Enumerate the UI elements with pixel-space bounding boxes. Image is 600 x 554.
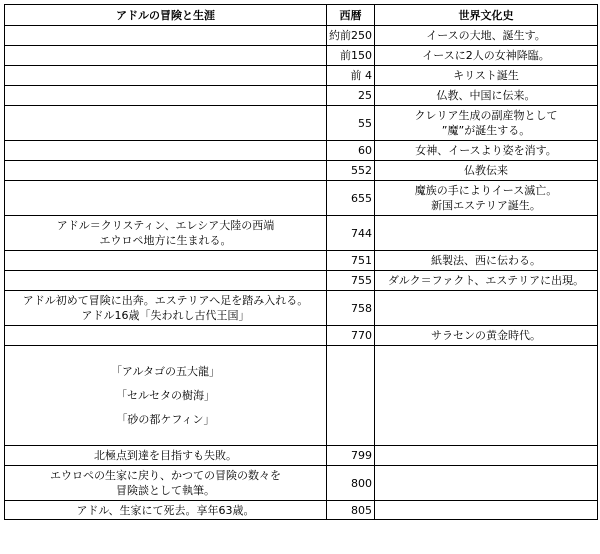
world-event-text: 魔族の手によりイース滅亡。: [414, 184, 558, 197]
table-row: [5, 26, 598, 46]
header-year: 西暦: [327, 5, 375, 26]
year-cell: 799: [327, 446, 375, 466]
table-row: [5, 291, 598, 326]
book-title: 「アルタゴの五大龍」: [110, 365, 221, 378]
table-row: [5, 466, 598, 501]
world-cell: [375, 466, 598, 501]
adol-cell: [5, 446, 327, 466]
world-event-text: 仏教伝来: [464, 164, 508, 177]
year-cell: [327, 346, 375, 446]
year-cell: 755: [327, 271, 375, 291]
world-event-text: イースに2人の女神降臨。: [422, 49, 550, 62]
table-row: [5, 141, 598, 161]
table-row: [5, 216, 598, 251]
adol-cell: [5, 66, 327, 86]
world-cell: [375, 251, 598, 271]
world-cell: [375, 216, 598, 251]
adol-cell: [5, 466, 327, 501]
year-cell: 770: [327, 326, 375, 346]
table-row: [5, 86, 598, 106]
table-row: [5, 181, 598, 216]
year-cell: 805: [327, 501, 375, 520]
table-row: [5, 161, 598, 181]
adol-event-text: エウロペの生家に戻り、かつての冒険の数々を: [50, 469, 281, 482]
header-row: [5, 5, 598, 26]
year-cell: 751: [327, 251, 375, 271]
adol-event-text: アドル初めて冒険に出奔。エステリアへ足を踏み入れる。: [22, 294, 309, 307]
table-row: [5, 446, 598, 466]
world-cell: [375, 326, 598, 346]
adol-cell: [5, 46, 327, 66]
year-cell: 60: [327, 141, 375, 161]
adol-cell: [5, 501, 327, 520]
book-title: 「砂の都ケフィン」: [116, 413, 215, 426]
adol-cell: [5, 86, 327, 106]
adol-cell: [5, 271, 327, 291]
table-row: [5, 66, 598, 86]
year-cell: 744: [327, 216, 375, 251]
world-event-text: 新国エステリア誕生。: [431, 199, 541, 212]
year-cell: 655: [327, 181, 375, 216]
world-cell: [375, 346, 598, 446]
year-cell: 25: [327, 86, 375, 106]
year-cell: 552: [327, 161, 375, 181]
table-row: [5, 501, 598, 520]
world-cell: [375, 181, 598, 216]
world-cell: [375, 291, 598, 326]
adol-event-text: 冒険談として執筆。: [116, 484, 215, 497]
year-cell: 800: [327, 466, 375, 501]
table-row: [5, 346, 598, 446]
chronology-table: [4, 4, 598, 520]
table-row: [5, 106, 598, 141]
world-event-text: ”魔”が誕生する。: [441, 124, 531, 137]
world-cell: [375, 501, 598, 520]
year-cell: 758: [327, 291, 375, 326]
adol-cell: [5, 161, 327, 181]
world-cell: [375, 271, 598, 291]
adol-cell: [5, 216, 327, 251]
table-row: [5, 251, 598, 271]
adol-event-text: 北極点到達を目指すも失敗。: [94, 449, 237, 462]
adol-event-text: アドル、生家にて死去。享年63歳。: [76, 503, 255, 517]
world-cell: [375, 141, 598, 161]
world-event-text: クレリア生成の副産物として: [414, 109, 558, 122]
world-event-text: サラセンの黄金時代。: [431, 329, 541, 342]
adol-cell: [5, 26, 327, 46]
world-cell: [375, 86, 598, 106]
adol-event-text: アドル16歳「失われし古代王国」: [81, 309, 250, 322]
adol-cell: [5, 346, 327, 446]
table-row: [5, 271, 598, 291]
adol-cell: [5, 251, 327, 271]
adol-cell: [5, 291, 327, 326]
world-cell: [375, 161, 598, 181]
world-cell: [375, 446, 598, 466]
year-cell: 約前250: [327, 26, 375, 46]
world-event-text: 仏教、中国に伝来。: [436, 89, 536, 102]
year-cell: 55: [327, 106, 375, 141]
adol-cell: [5, 141, 327, 161]
world-event-text: キリスト誕生: [453, 69, 519, 82]
adol-cell: [5, 326, 327, 346]
world-event-text: ダルク＝ファクト、エステリアに出現。: [387, 274, 585, 287]
adol-cell: [5, 181, 327, 216]
table-row: [5, 46, 598, 66]
world-cell: [375, 26, 598, 46]
world-cell: [375, 46, 598, 66]
world-event-text: 女神、イースより姿を消す。: [415, 144, 557, 157]
adol-event-text: アドル＝クリスティン、エレシア大陸の西端: [56, 219, 275, 232]
header-adol-life: アドルの冒険と生涯: [5, 5, 327, 26]
header-world-culture: 世界文化史: [375, 5, 598, 26]
world-event-text: 紙製法、西に伝わる。: [431, 254, 541, 267]
adol-event-text: エウロペ地方に生まれる。: [99, 234, 232, 247]
adol-cell: [5, 106, 327, 141]
year-cell: 前 4: [327, 66, 375, 86]
world-cell: [375, 66, 598, 86]
book-title: 「セルセタの樹海」: [116, 389, 215, 402]
world-event-text: イースの大地、誕生す。: [426, 29, 546, 42]
world-cell: [375, 106, 598, 141]
year-cell: 前150: [327, 46, 375, 66]
table-row: [5, 326, 598, 346]
